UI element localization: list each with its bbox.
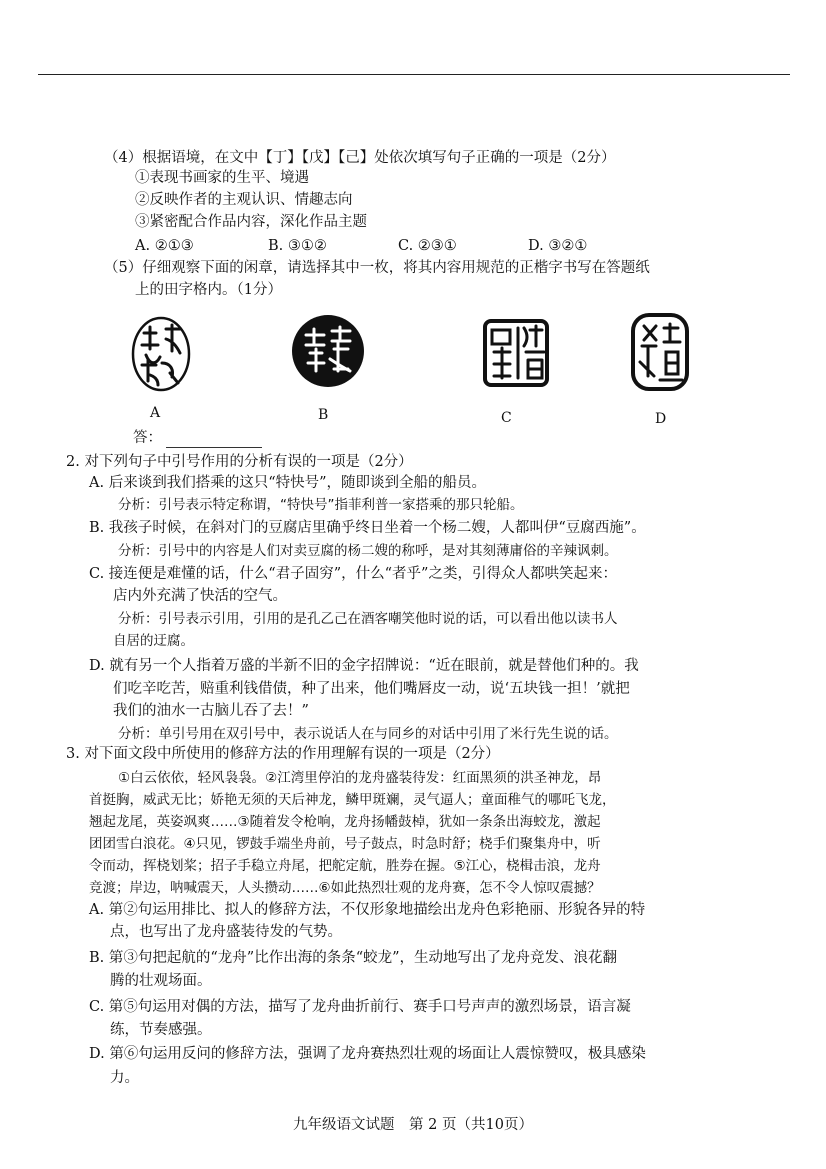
q2-option-d-line1: D. 就有另一个人指着万盛的半新不旧的金字招牌说：“近在眼前，就是替他们种的。我 <box>89 658 639 674</box>
q3-option-c-line2: 练，节奏感强。 <box>110 1022 212 1038</box>
q1-4-option-a: A. ②①③ <box>135 238 194 254</box>
q3-passage-line4: 团团雪白浪花。④只见，锣鼓手端坐舟前，号子鼓点，时急时舒；桡手们聚集舟中，听 <box>89 836 601 852</box>
q1-4-option-c: C. ②③① <box>398 238 457 254</box>
q3-option-b-line2: 腾的壮观场面。 <box>110 973 212 989</box>
q3-option-c-line1: C. 第⑤句运用对偶的方法，描写了龙舟曲折前行、赛手口号声声的激烈场景，语言凝 <box>89 999 631 1015</box>
q3-option-d-line2: 力。 <box>110 1070 139 1086</box>
seal-a-label: A <box>150 405 161 421</box>
seal-b-label: B <box>318 407 329 423</box>
q3-option-a-line1: A. 第②句运用排比、拟人的修辞方法，不仅形象地描绘出龙舟色彩艳丽、形貌各异的特 <box>89 902 646 918</box>
page-footer: 九年级语文试题 第 2 页（共10页） <box>293 1117 533 1133</box>
seal-c-image <box>482 318 550 388</box>
q1-4-sentence-3: ③紧密配合作品内容，深化作品主题 <box>135 214 367 230</box>
q3-passage-line5: 令而动，挥桡划桨；招子手稳立舟尾，把舵定航，胜券在握。⑤江心，桡楫击浪，龙舟 <box>89 858 601 874</box>
seal-d-image <box>630 312 690 392</box>
answer-line <box>133 428 262 448</box>
q2-option-c-analysis-line1: 分析：引号表示引用，引用的是孔乙己在酒客嘲笑他时说的话，可以看出他以读书人 <box>118 611 618 627</box>
q3-passage-line1: ①白云依依，轻风袅袅。②江湾里停泊的龙舟盛装待发：红面黑须的洪圣神龙，昂 <box>118 770 602 786</box>
q1-4-stem: （4）根据语境，在文中【丁】【戊】【己】处依次填写句子正确的一项是（2分） <box>104 150 616 166</box>
q1-4-option-d: D. ③②① <box>528 238 588 254</box>
seal-c-label: C <box>501 410 512 426</box>
q3-option-a-line2: 点，也写出了龙舟盛装待发的气势。 <box>110 924 342 940</box>
q1-4-sentence-2: ②反映作者的主观认识、情趣志向 <box>135 192 353 208</box>
seal-d-label: D <box>655 411 667 427</box>
q1-5-stem-line1: （5）仔细观察下面的闲章，请选择其中一枚，将其内容用规范的正楷字书写在答题纸 <box>104 260 650 276</box>
q2-option-c-line1: C. 接连便是难懂的话，什么“君子固穷”，什么“者乎”之类，引得众人都哄笑起来： <box>89 566 617 582</box>
q2-option-d-line3: 我们的油水一古脑儿吞了去！” <box>113 703 309 719</box>
q3-passage-line6: 竞渡；岸边，呐喊震天，人头攒动……⑥如此热烈壮观的龙舟赛，怎不令人惊叹震撼？ <box>89 880 601 896</box>
q2-stem: 2. 对下列句子中引号作用的分析有误的一项是（2分） <box>66 454 413 470</box>
q2-option-a: A. 后来谈到我们搭乘的这只“特快号”，随即谈到全船的船员。 <box>89 475 487 491</box>
q2-option-b-analysis: 分析：引号中的内容是人们对卖豆腐的杨二嫂的称呼，是对其刻薄庸俗的辛辣讽刺。 <box>118 543 618 559</box>
header-rule <box>38 74 790 75</box>
answer-blank <box>166 433 262 448</box>
q2-option-b: B. 我孩子时候，在斜对门的豆腐店里确乎终日坐着一个杨二嫂，人都叫伊“豆腐西施”。 <box>89 520 646 536</box>
q3-stem: 3. 对下面文段中所使用的修辞方法的作用理解有误的一项是（2分） <box>66 746 500 762</box>
seal-a-image <box>130 315 192 393</box>
seal-b-image <box>290 313 366 389</box>
q2-option-c-analysis-line2: 自居的迂腐。 <box>113 633 194 649</box>
answer-label: 答： <box>133 430 162 446</box>
q1-5-stem-line2: 上的田字格内。（1分） <box>135 282 282 298</box>
q1-4-sentence-1: ①表现书画家的生平、境遇 <box>135 170 309 186</box>
q3-passage-line3: 翘起龙尾，英姿飒爽……③随着发令枪响，龙舟扬幡鼓棹，犹如一条条出海蛟龙，激起 <box>89 814 601 830</box>
q2-option-d-line2: 们吃辛吃苦，赔重利钱借债，种了出来，他们嘴唇皮一动，说‘五块钱一担！’就把 <box>113 681 630 697</box>
q3-passage-line2: 首挺胸，威武无比；娇艳无须的天后神龙，鳞甲斑斓，灵气逼人；童面稚气的哪吒飞龙， <box>89 792 616 808</box>
q3-option-b-line1: B. 第③句把起航的“龙舟”比作出海的条条“蛟龙”，生动地写出了龙舟竞发、浪花翻 <box>89 950 618 966</box>
q1-4-option-b: B. ③①② <box>268 238 327 254</box>
q2-option-d-analysis: 分析：单引号用在双引号中，表示说话人在与同乡的对话中引用了米行先生说的话。 <box>118 726 618 742</box>
q3-option-d-line1: D. 第⑥句运用反问的修辞方法，强调了龙舟赛热烈壮观的场面让人震惊赞叹，极具感染 <box>89 1046 646 1062</box>
q2-option-c-line2: 店内外充满了快活的空气。 <box>113 588 287 604</box>
q2-option-a-analysis: 分析：引号表示特定称谓，“特快号”指菲利普一家搭乘的那只轮船。 <box>118 497 524 513</box>
